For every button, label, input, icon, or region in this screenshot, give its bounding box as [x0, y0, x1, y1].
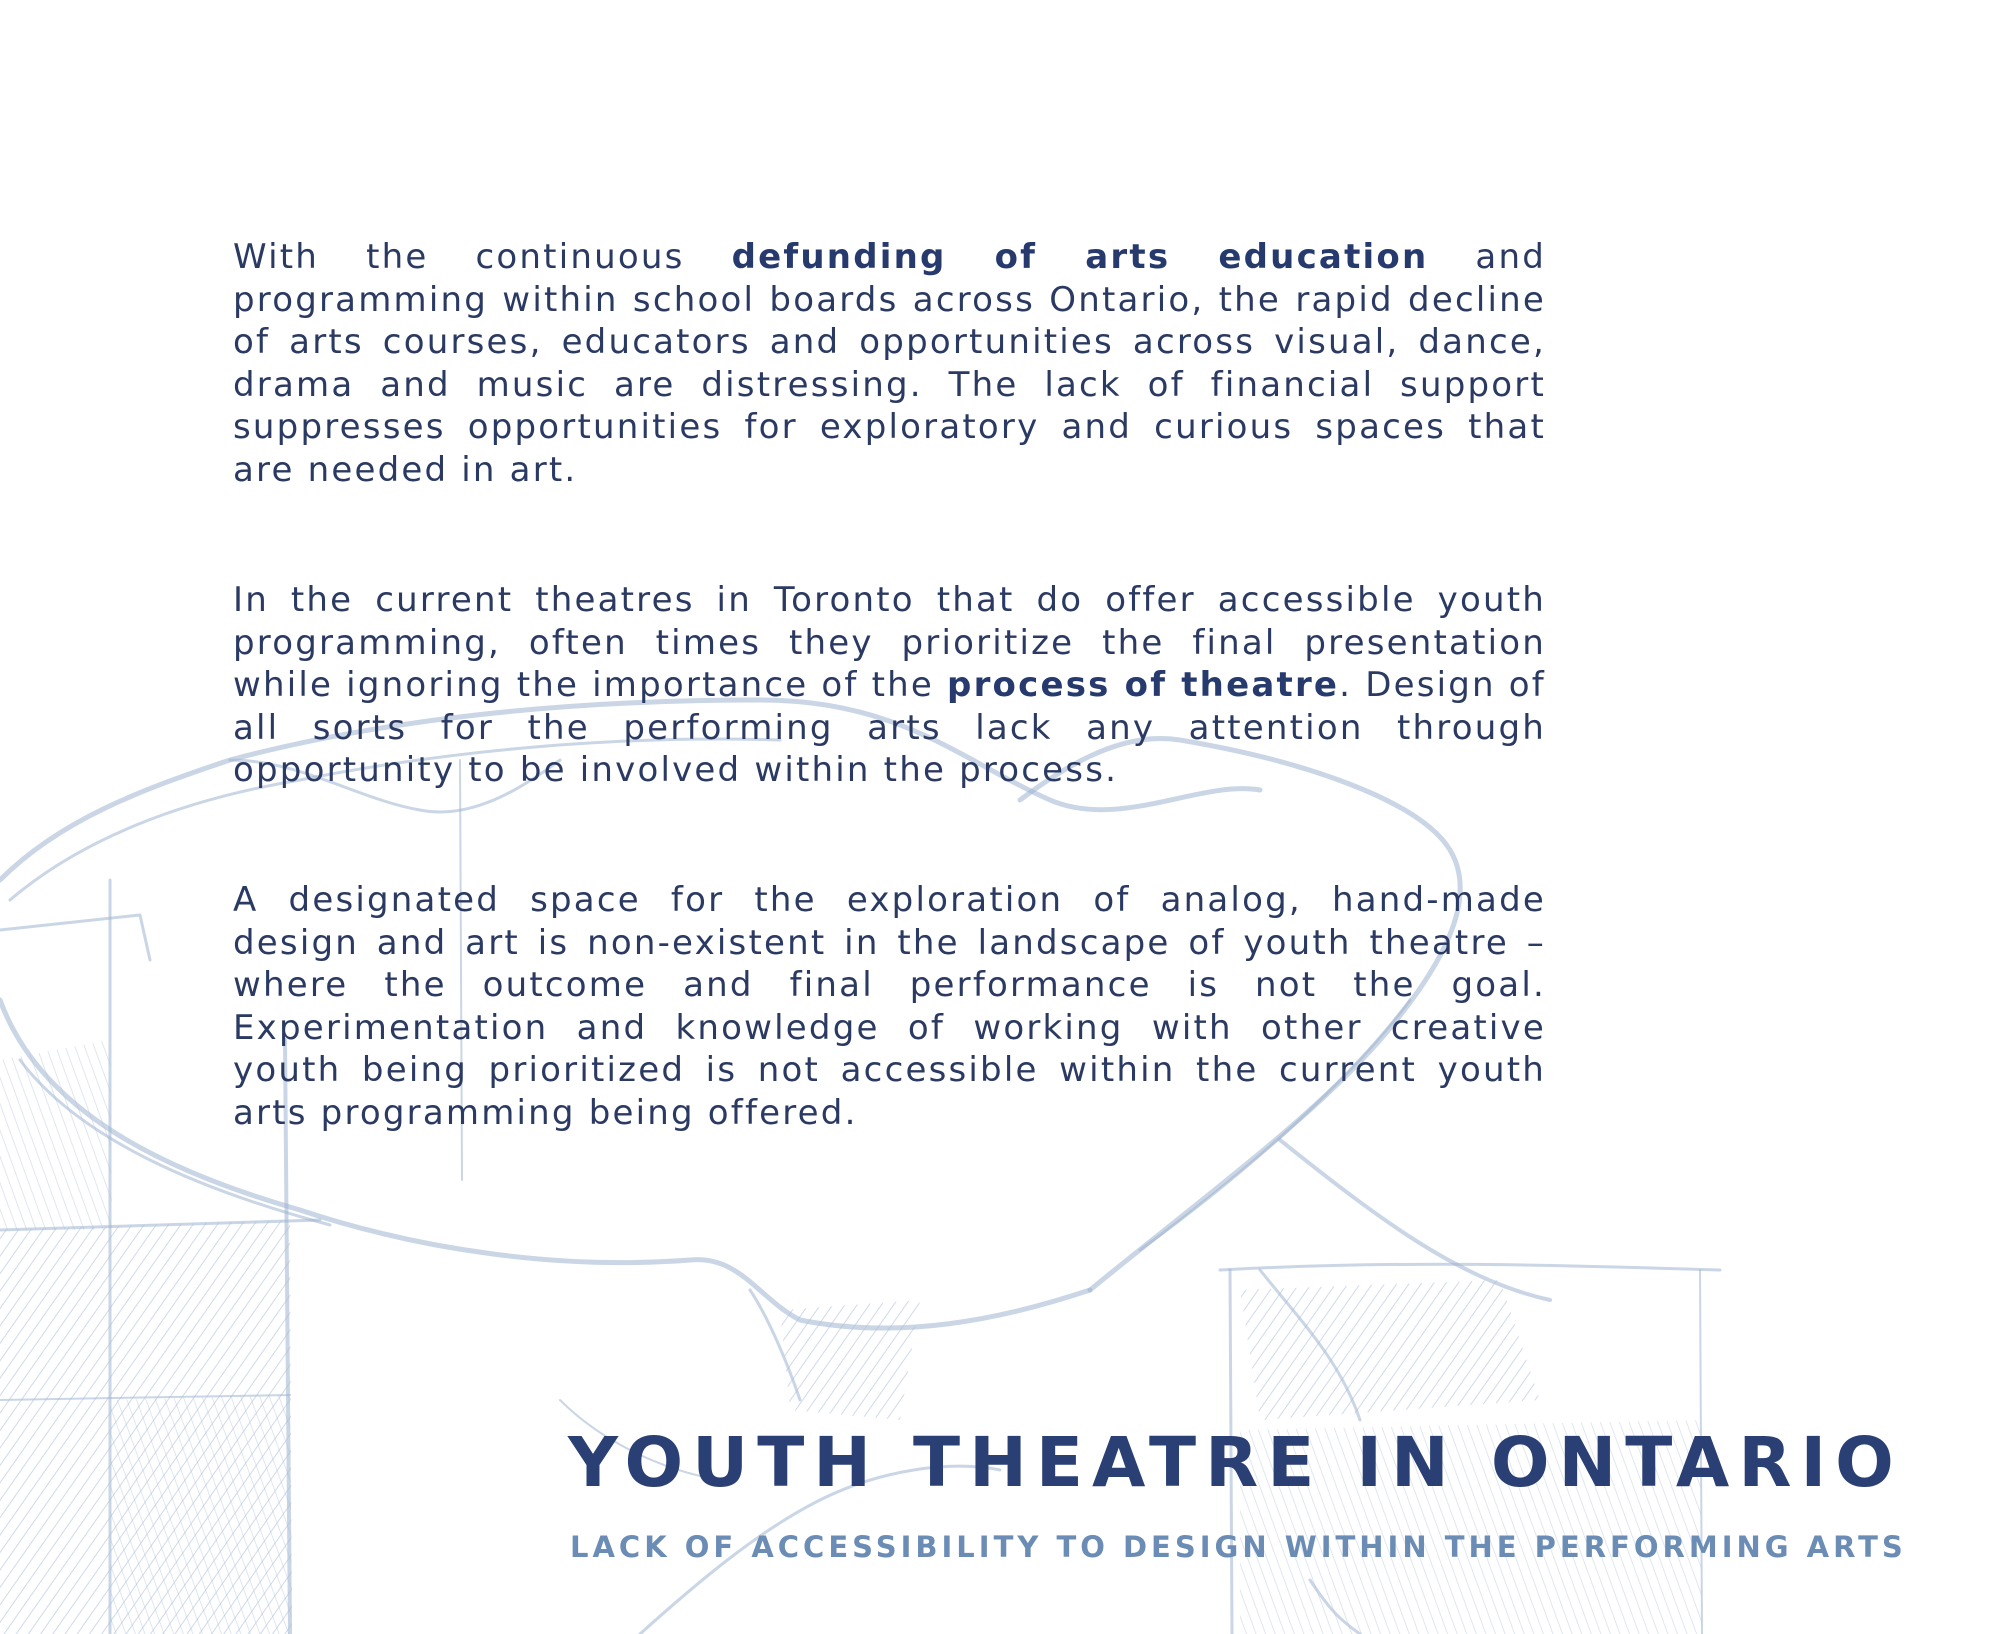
page-subtitle: LACK OF ACCESSIBILITY TO DESIGN WITHIN THE PERFORMING ARTS	[570, 1530, 1907, 1564]
paragraph-text: In the current theatres in Toronto that do offer accessible youth programming, often times they prioritize the final presentation while ignoring the importance of the	[233, 580, 1546, 705]
toronto-theatres-paragraph	[233, 579, 1546, 792]
designated-space-paragraph	[233, 879, 1546, 1134]
paragraph-text: and programming within school boards across Ontario, the rapid decline of arts courses, educators and opportunities across visual, dance, drama and music are distressing. The lack of financial support suppresses opportunities for exploratory and curious spaces that are needed in art.	[233, 237, 1546, 490]
paragraph-text: A designated space for the exploration of analog, hand-made design and art is non-existent in the landscape of youth theatre – where the outcome and final performance is not the goal. Experimentation and knowledge of working with other creative youth being prioritized is not accessible within the current youth arts programming being offered.	[233, 880, 1546, 1133]
page-title: YOUTH THEATRE IN ONTARIO	[568, 1423, 1903, 1503]
paragraph-text: . Design of all sorts for the performing arts lack any attention through opportunity to be involved within the process.	[233, 665, 1546, 790]
emphasis-text: process of theatre	[947, 665, 1340, 705]
intro-paragraph	[233, 236, 1546, 491]
emphasis-text: defunding of arts education	[731, 237, 1429, 277]
paragraph-text: With the continuous	[233, 237, 732, 277]
